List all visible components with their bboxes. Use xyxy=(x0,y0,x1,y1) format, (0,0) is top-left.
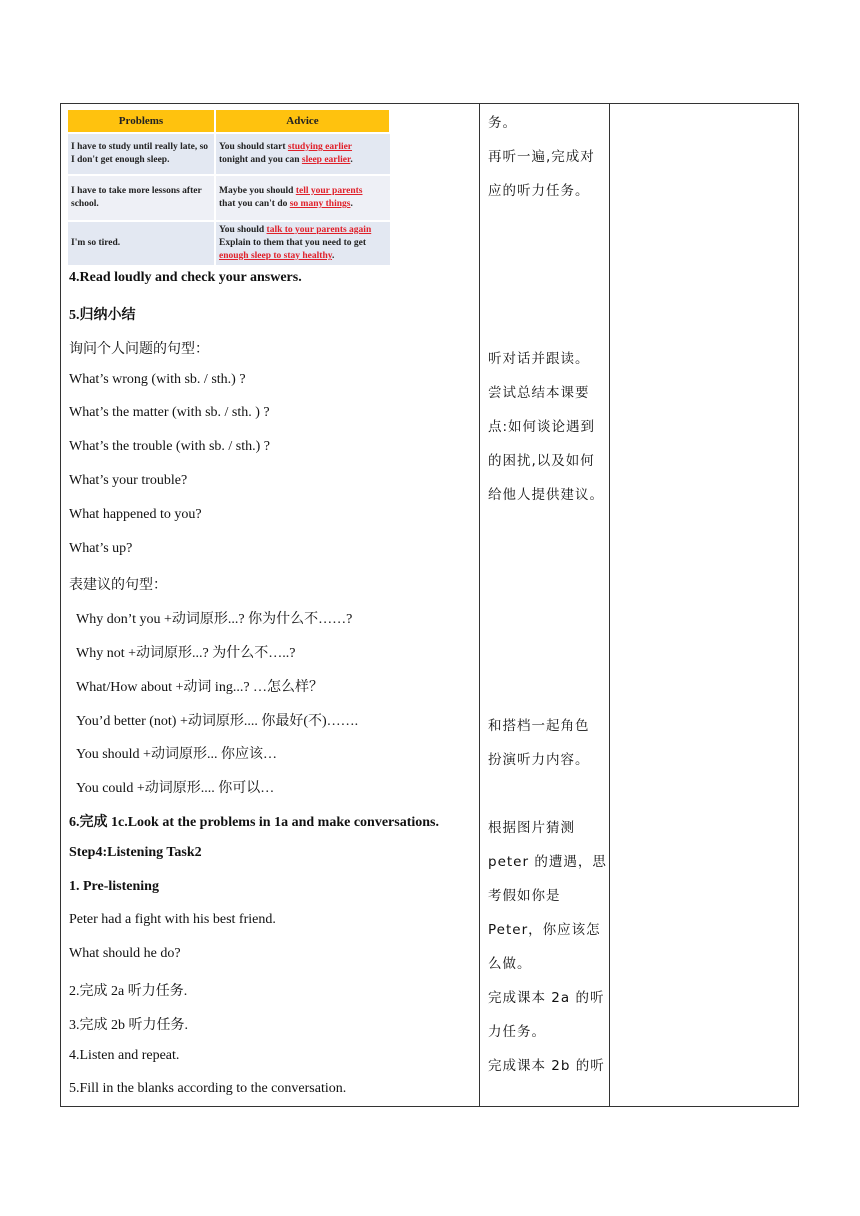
text-line: What happened to you? xyxy=(69,507,202,522)
text-line: Step4:Listening Task2 xyxy=(69,845,202,860)
lesson-plan-table xyxy=(60,103,799,1107)
advice-cell: You should talk to your parents again Explain to them that you need to get enough sleep to stay healthy. xyxy=(215,221,390,265)
text-line: What’s wrong (with sb. / sth.) ? xyxy=(69,372,246,387)
text-line: 5.Fill in the blanks according to the conversation. xyxy=(69,1081,347,1096)
text-line: 2.完成 2a 听力任务. xyxy=(69,984,188,999)
text-line: 表建议的句型： xyxy=(69,578,167,593)
table-row xyxy=(68,221,390,265)
table-row xyxy=(68,133,390,175)
note-block: 务。 再听一遍,完成对 应的听力任务。 xyxy=(488,115,595,199)
problem-cell: I'm so tired. xyxy=(68,221,215,265)
text-line: Why not +动词原形...? 为什么不…..? xyxy=(76,646,296,661)
text-line: You’d better (not) +动词原形.... 你最好(不)……. xyxy=(76,714,359,729)
text-line: 6.完成 1c.Look at the problems in 1a and make conversations. xyxy=(69,815,439,830)
text-line: 3.完成 2b 听力任务. xyxy=(69,1018,188,1033)
text-line: 5.归纳小结 xyxy=(69,308,136,323)
text-line: What’s the matter (with sb. / sth. ) ? xyxy=(69,405,270,420)
text-line: Peter had a fight with his best friend. xyxy=(69,912,276,927)
notes-column xyxy=(609,104,799,1106)
note-block: 和搭档一起角色 扮演听力内容。 xyxy=(488,718,590,768)
text-line: What/How about +动词 ing...? …怎么样？ xyxy=(76,680,324,695)
note-block: 听对话并跟读。 尝试总结本课要 点:如何谈论遇到 的困扰,以及如何 给他人提供建议。 xyxy=(488,351,604,503)
text-line: What should he do? xyxy=(69,946,181,961)
text-line: 1. Pre-listening xyxy=(69,879,159,894)
text-line: What’s your trouble? xyxy=(69,473,188,488)
text-line: 4.Read loudly and check your answers. xyxy=(69,270,302,285)
advice-cell: You should start studying earlier tonight and you can sleep earlier. xyxy=(215,133,390,175)
text-line: Why don’t you +动词原形...? 你为什么不……? xyxy=(76,612,353,627)
note-block: 根据图片猜测 peter 的遭遇，思 考假如你是 Peter，你应该怎 么做。 完成课本 2a 的听 力任务。 完成课本 2b 的听 xyxy=(488,820,607,1074)
text-line: What’s the trouble (with sb. / sth.) ? xyxy=(69,439,271,454)
problem-cell: I have to study until really late, so I don't get enough sleep. xyxy=(68,133,215,175)
text-line: 询问个人问题的句型： xyxy=(69,342,209,357)
text-line: You could +动词原形.... 你可以… xyxy=(76,781,275,796)
table-row xyxy=(68,175,390,221)
advice-cell: Maybe you should tell your parents that you can't do so many things. xyxy=(215,175,390,221)
text-line: What’s up? xyxy=(69,541,133,556)
student-activity-column xyxy=(479,104,610,1106)
text-line: You should +动词原形... 你应该… xyxy=(76,747,277,762)
advice-header: Advice xyxy=(215,110,390,133)
procedure-column xyxy=(61,104,480,1106)
problems-advice-table xyxy=(68,110,391,265)
text-line: 4.Listen and repeat. xyxy=(69,1048,180,1063)
problem-cell: I have to take more lessons after school. xyxy=(68,175,215,221)
problems-header: Problems xyxy=(68,110,215,133)
